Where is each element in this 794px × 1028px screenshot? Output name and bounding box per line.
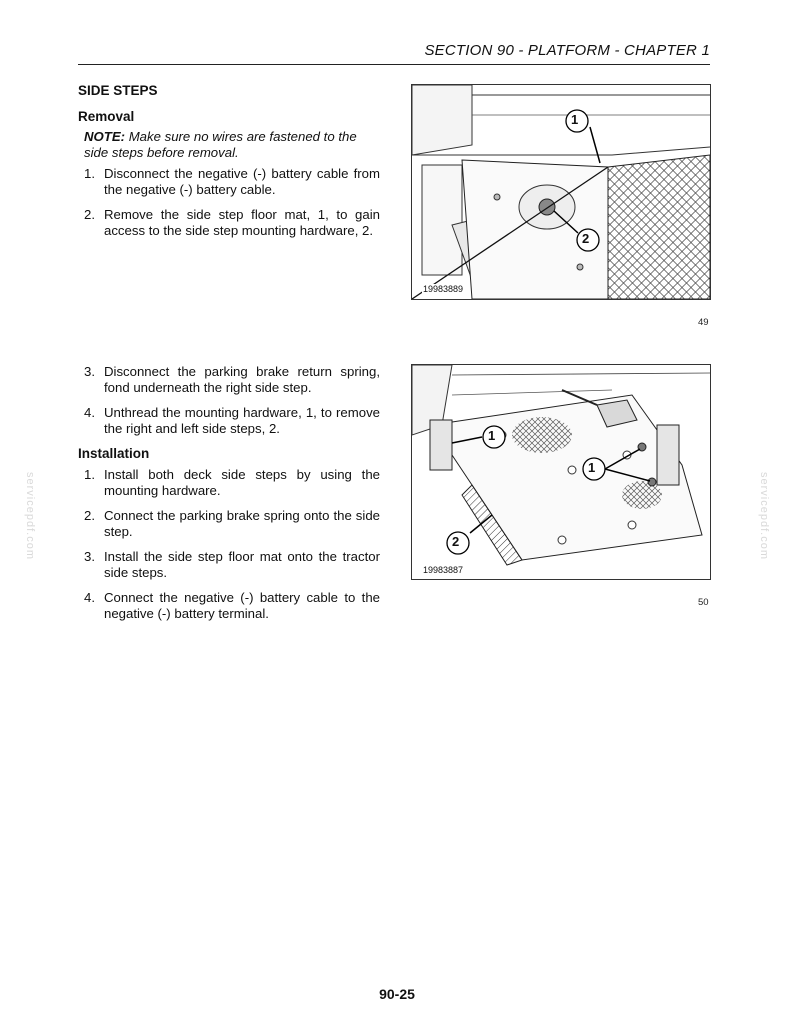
list-item: 1. Disconnect the negative (-) battery cable from the negative (-) battery cable. [84,166,380,197]
callout-2: 2 [582,231,590,246]
watermark-left: servicepdf.com [23,472,36,560]
section-header: SECTION 90 - PLATFORM - CHAPTER 1 [424,42,710,59]
removal-steps-b [78,364,380,437]
list-item: 4. Connect the negative (-) battery cable to the negative (-) battery terminal. [84,590,380,621]
callout-1: 1 [588,460,596,475]
list-item: 2. Remove the side step floor mat, 1, to gain access to the side step mounting hardware, 2. [84,207,380,238]
list-item: 3. Install the side step floor mat onto the tractor side steps. [84,549,380,580]
removal-continued-section [78,364,380,631]
callout-1: 1 [571,112,579,127]
header-rule [78,64,710,65]
side-step-mat-drawing [412,85,710,299]
removal-heading: Removal [78,109,135,124]
list-item: 3. Disconnect the parking brake return spring, fond underneath the right side step. [84,364,380,395]
figure-number: 49 [698,317,709,328]
list-item: 1. Install both deck side steps by using the mounting hardware. [84,467,380,498]
figure-code: 19983887 [423,565,464,575]
callout-1: 1 [488,428,496,443]
figure-number: 50 [698,597,709,608]
figure-50-illustration [411,364,711,580]
removal-steps-a [78,166,380,239]
list-item: 4. Unthread the mounting hardware, 1, to remove the right and left side steps, 2. [84,405,380,436]
callout-2: 2 [452,534,460,549]
note-label: NOTE: [84,129,126,144]
installation-heading: Installation [78,446,150,461]
removal-note [78,129,380,161]
list-item: 2. Connect the parking brake spring onto the side step. [84,508,380,539]
side-steps-title: SIDE STEPS [78,83,158,98]
figure-49-illustration [411,84,711,300]
page-number: 90-25 [379,986,415,1002]
note-text: Make sure no wires are fastened to the side steps before removal. [84,129,357,160]
removal-section [78,83,380,248]
installation-steps [78,467,380,622]
watermark-right: servicepdf.com [757,472,770,560]
figure-code: 19983889 [423,284,464,294]
